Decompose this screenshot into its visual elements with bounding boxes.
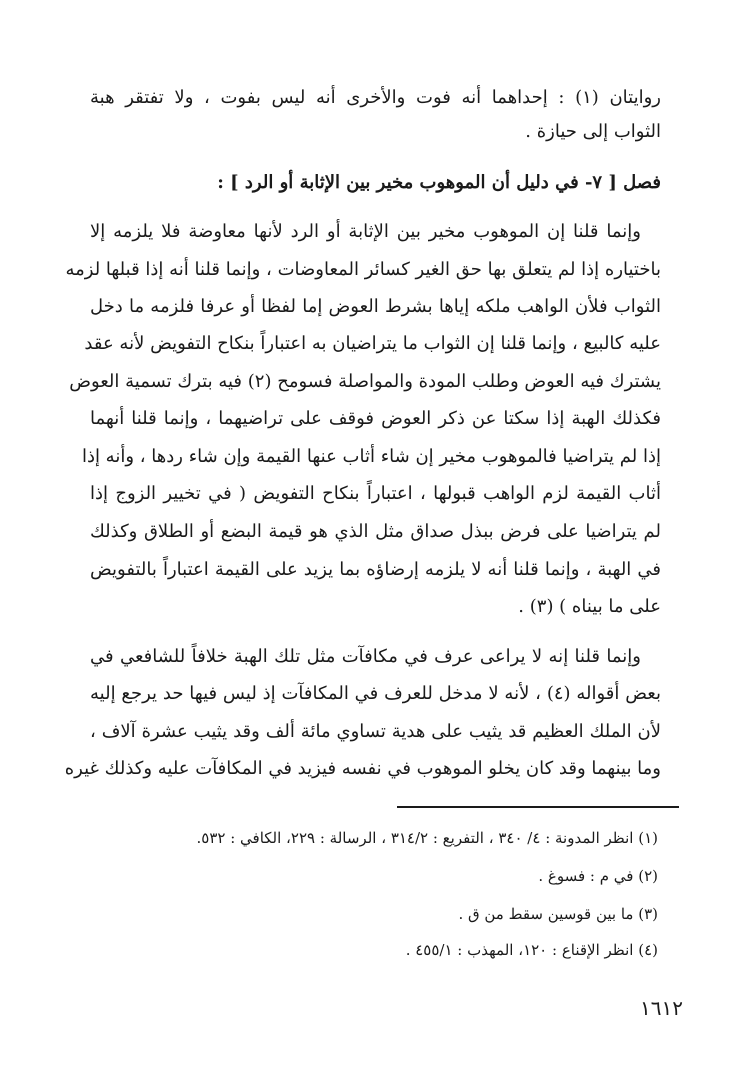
- text-line: على ما بيناه ) (٣) .: [518, 596, 661, 617]
- text-line: الثواب إلى حيازة .: [525, 121, 661, 142]
- section-heading: فصل [ ٧- في دليل أن الموهوب مخير بين الإثابة أو الرد ] :: [217, 172, 661, 193]
- text-line: إذا لم يتراضيا فالموهوب مخير إن شاء أثاب عنها القيمة وإن شاء ردها ، وأنه إذا: [81, 446, 661, 467]
- text-line: لأن الملك العظيم قد يثيب على هدية تساوي مائة ألف وقد يثيب عشرة آلاف ،: [90, 721, 661, 742]
- text-line: وإنما قلنا إن الموهوب مخير بين الإثابة أو الرد لأنها معاوضة فلا يلزمه إلا: [90, 221, 641, 242]
- page-number: ١٦١٢: [640, 996, 683, 1020]
- text-line: في الهبة ، وإنما قلنا أنه لا يلزمه إرضاؤه بما يزيد على القيمة اعتباراً بالتفويض: [90, 559, 661, 580]
- text-line: فكذلك الهبة إذا سكتا عن ذكر العوض فوقف على تراضيهما ، وإنما قلنا أنهما: [90, 408, 661, 429]
- text-line: باختياره إذا لم يتعلق بها حق الغير كسائر المعاوضات ، وإنما قلنا أنه إذا قبلها لزمه: [65, 259, 661, 280]
- footnote: (٤) انظر الإقناع : ١٢٠، المهذب : ٤٥٥/١ .: [405, 941, 658, 959]
- footnote: (١) انظر المدونة : ٤/ ٣٤٠ ، التفريع : ٣١٤/٢ ، الرسالة : ٢٢٩، الكافي : ٥٣٢.: [196, 829, 658, 847]
- text-line: يشترك فيه العوض وطلب المودة والمواصلة فسومح (٢) فيه بترك تسمية العوض: [69, 371, 661, 392]
- text-line: أثاب القيمة لزم الواهب قبولها ، اعتباراً بنكاح التفويض ( في تخيير الزوج إذا: [90, 483, 661, 504]
- footnote-divider: [397, 806, 679, 808]
- text-line: عليه كالبيع ، وإنما قلنا إن الثواب ما يتراضيان به اعتباراً بنكاح التفويض لأنه عقد: [84, 333, 661, 354]
- text-line: وما بينهما وقد كان يخلو الموهوب في نفسه فيزيد في المكافآت عليه وكذلك غيره: [64, 758, 661, 779]
- text-line: بعض أقواله (٤) ، لأنه لا مدخل للعرف في المكافآت إذ ليس فيها حد يرجع إليه: [90, 683, 661, 704]
- text-line: وإنما قلنا إنه لا يراعى عرف في مكافآت مثل تلك الهبة خلافاً للشافعي في: [90, 646, 641, 667]
- text-line: لم يتراضيا على فرض ببذل صداق مثل الذي هو قيمة البضع أو الطلاق وكذلك: [90, 521, 661, 542]
- text-line: الثواب فلأن الواهب ملكه إياها بشرط العوض إما لفظا أو عرفا فلزمه ما دخل: [90, 296, 661, 317]
- footnote: (٢) في م : فسوغ .: [538, 867, 658, 885]
- text-line: روايتان (١) : إحداهما أنه فوت والأخرى أنه ليس بفوت ، ولا تفتقر هبة: [90, 87, 661, 108]
- footnote: (٣) ما بين قوسين سقط من ق .: [458, 905, 658, 923]
